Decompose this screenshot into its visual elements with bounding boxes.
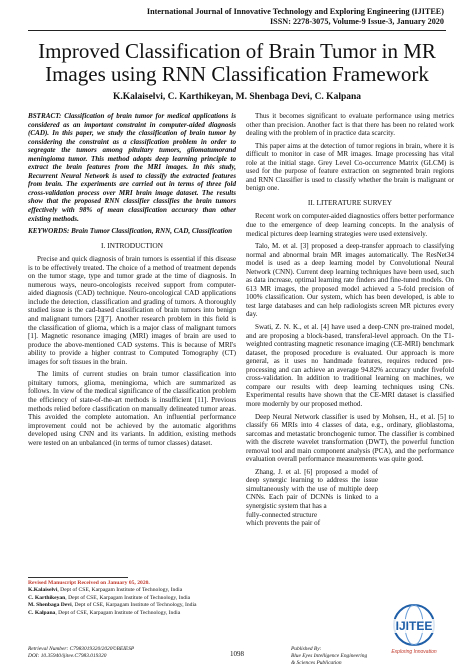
lit-paragraph-1: Recent work on computer-aided diagnostics offers better performance due to the emergence of deep learning concepts. In the analysis of medical pictures deep learning strategies were used extensively. <box>246 212 454 238</box>
issn-line: ISSN: 2278-3075, Volume-9 Issue-3, January 2020 <box>269 17 444 26</box>
footnote-author-1-name: K.Kalaiselvi <box>28 587 58 594</box>
footnote-rule <box>28 577 128 578</box>
footnote-author-4 <box>28 610 236 617</box>
author-footnote <box>28 577 236 617</box>
footnote-author-4-affil: , Dept of CSE, Karpagam Institute of Technology, India <box>55 609 181 616</box>
footnote-author-1-affil: , Dept of CSE, Karpagam Institute of Technology, India <box>57 587 183 594</box>
publisher-line-1: Published By: <box>291 646 322 652</box>
journal-logo <box>382 603 446 657</box>
retrieval-number: Retrieval Number: C7983019320/2020©BEIESP <box>28 646 135 652</box>
footnote-author-4-name: C. Kalpana <box>28 609 56 616</box>
intro-paragraph-2: The limits of current studies on brain tumor classification into pituitary tumors, glioma, meningioma, which are summarized as follows. In view of the medical significance of the classification problem the efficiency of state-of-the-art methods is insufficient [11]. Previous methods relied before classification on manually delineated tumor areas. This avoided the complete automation. An influential performance improvement could not be achieved by the automatic algorithms developed using CNN and its variants. In addition, existing methods were tested on an unbalanced (in terms of tumor classes) dataset. <box>28 370 236 447</box>
page-number: 1098 <box>230 650 244 658</box>
journal-header <box>147 7 444 27</box>
section-heading-literature: II. LITERATURE SURVEY <box>307 197 393 207</box>
lit-paragraph-4: Deep Neural Network classifier is used by Mohsen, H., et al. [5] to classify 66 MRIs into 4 classes of data, e.g., ordinary, glioblastoma, sarcomas and metastatic bronchogenic tumor. The classifier is combined with the discrete wavelet transformation (DWT), the powerful function removal tool and main component analysis (PCA), and the performance evaluation overall performance measurements was quite good. <box>246 412 454 464</box>
abstract: BSTRACT: Classification of brain tumor for medical applications is considered as an important constraint in computer-aided diagnosis (CAD). In this paper, we study the classification of brain tumor by considering the constraint as a classification problem in order to segregate the tumors among pituitary tumors, gliomatumorand meningioma tumor. This method adopts deep learning principle to extract the brain features from the MRI images. In this study, Recurrent Neural Network is used to classify the extracted features from brain. The experiments are carried out in terms of three fold cross-validation process over MRI brain image dataset. The results show that the proposed RNN classifier classifies the brain tumors effectively with 98% of mean classification accuracy than other existing methods. <box>28 112 236 223</box>
doi: DOI: 10.35940/ijitee.C7983.019320 <box>28 653 107 659</box>
lit-paragraph-5c: which prevents the pair of <box>246 519 321 528</box>
footnote-author-2-name: C. Karthikeyan <box>28 594 66 601</box>
logo-tagline: Exploring Innovation <box>391 649 437 655</box>
retrieval-info <box>28 646 134 660</box>
lit-paragraph-5 <box>246 468 378 511</box>
lit-paragraph-3: Swati, Z. N. K., et al. [4] have used a deep-CNN pre-trained model, and are proposing a block-based, transferal-level approach. On the T1-weighted contrasting magnetic resonance imaging (CE-MRI) benchmark dataset, the proposed procedure is evaluated. Our approach is more general, as it uses no handmade features, requires reduced pre-processing and can achieve an average 94.82% accuracy under fivefold cross-validation. In addition to traditional learning on machines, we compare our results with deep learning techniques using CNs. Experimental results have shown that the CE-MRI dataset is classified more modernly by our proposed method. <box>246 323 454 408</box>
logo-text: IJITEE <box>395 619 433 633</box>
intro-paragraph-1: Precise and quick diagnosis of brain tumors is essential if this disease is to be effectively treated. The choice of a method of treatment depends on the tumor stage, type and tumor grade at the time of diagnosis. In numerous ways, neuro-oncologists received support from computer-aided diagnosis (CAD) technique. Neuro-oncological CAD applications include the detection, classification and grading of tumors. A thoroughly studied issue is the cad-based classification of brain tumors into benign and malignant tumors [2][7]. Another research problem in this field is the classification of glioma, which is a major class of malignant tumors [1]. Magnetic resonance imaging (MRI) images of brain are used to produce the above-mentioned CAD systems. This is because of MRI's ability to provide a higher contrast to Computed Tomography (CT) images for soft tissues in the brain. <box>28 255 236 366</box>
paper-title <box>20 40 454 86</box>
header-rule <box>28 30 446 31</box>
revised-note: Revised Manuscript Received on January 05, 2020. <box>28 580 150 586</box>
title-line-1: Improved Classification of Brain Tumor in MR <box>38 39 436 63</box>
author-list: K.Kalaiselvi, C. Karthikeyan, M. Shenbaga Devi, C. Kalpana <box>112 92 362 102</box>
footnote-author-1 <box>28 587 236 594</box>
footnote-author-2-affil: , Dept of CSE, Karpagam Institute of Technology, India <box>65 594 191 601</box>
publisher-line-2: Blue Eyes Intelligence Engineering <box>291 652 368 659</box>
footnote-author-3-name: M. Shenbaga Devi <box>28 602 72 609</box>
footnote-author-3-affil: , Dept of CSE, Karpagam Institute of Technology, India <box>71 602 197 609</box>
lit-paragraph-2: Talo, M. et al. [3] proposed a deep-transfer approach to classifying normal and abnormal brain MR images automatically. The ResNet34 model is used as a deep learning model by Convolutional Neural Network (CNN). Current deep learning techniques have been used, such as data increase, optimal learning rate finders and fine-tuned models. On 613 MR images, the proposed model achieved a 5-fold precision of 100% classification. Our system, which has been developed, is able to test large databases and can help radiologists screen MR pictures every day. <box>246 242 454 319</box>
footnote-author-3 <box>28 602 236 609</box>
right-paragraph-1: Thus it becomes significant to evaluate performance using metrics other than precision. Another fact is that there has been no related work dealing with the problem of in practice data scarcity. <box>246 112 454 138</box>
keywords: KEYWORDS: Brain Tumor Classification, RNN, CAD, Classification <box>28 227 233 236</box>
publisher-line-3: & Sciences Publication <box>291 659 342 666</box>
left-column <box>28 112 236 451</box>
right-column <box>246 112 454 528</box>
section-heading-introduction: I. INTRODUCTION <box>101 240 163 250</box>
title-line-2: Images using RNN Classification Framework <box>45 62 429 86</box>
journal-name: International Journal of Innovative Technology and Exploring Engineering (IJITEE) <box>146 7 444 16</box>
right-paragraph-2: This paper aims at the detection of tumor regions in brain, where it is difficult to monitor in case of MR images. Image processing has vital role at the initial stage. Grey Level Co-occurrence Matrix (GLCM) is used for the purpose of feature extraction on segmented brain regions and RNN Classifier is used to classify whether the brain is malignant or benign one. <box>246 141 454 193</box>
lit-paragraph-5b: fully-connected structure <box>246 510 318 519</box>
publisher-info <box>291 646 367 666</box>
lit-paragraph-5a: Zhang, J. et al. [6] proposed a model of deep synergic learning to address the issue simultaneously with the use of multiple deep CNNs. Each pair of DCNNs is linked to a synergistic system that has a <box>246 467 378 510</box>
